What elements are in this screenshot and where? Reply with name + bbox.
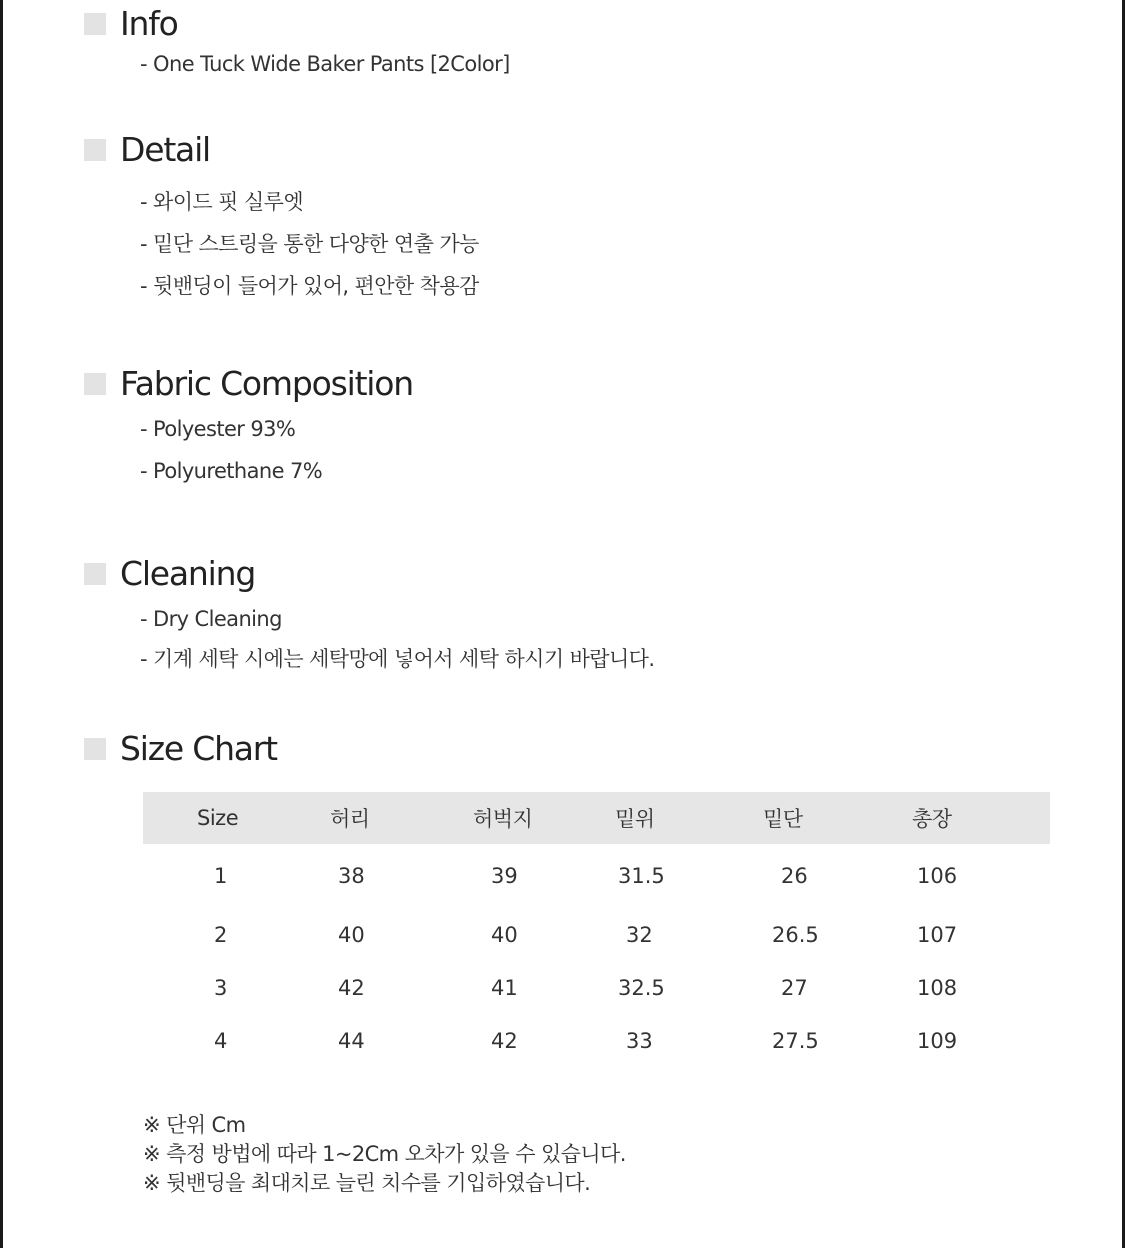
table-cell: 27: [781, 975, 808, 1000]
table-cell: 32.5: [618, 975, 665, 1000]
note-line: ※ 뒷밴딩을 최대치로 늘린 치수를 기입하였습니다.: [143, 1171, 591, 1195]
table-cell: 39: [491, 864, 518, 888]
section-heading-detail: [84, 130, 210, 169]
table-cell: 3: [214, 975, 228, 1000]
note-line: ※ 측정 방법에 따라 1~2Cm 오차가 있을 수 있습니다.: [143, 1142, 626, 1166]
table-cell: 38: [338, 864, 365, 888]
table-cell: 42: [491, 1028, 518, 1053]
bullet-square-icon: [84, 13, 106, 35]
section-heading-cleaning: [84, 554, 255, 593]
column-header: 허벅지: [473, 807, 533, 831]
fabric-line: - Polyester 93%: [140, 417, 296, 441]
table-cell: 32: [626, 922, 653, 947]
table-cell: 42: [338, 975, 365, 1000]
cleaning-line: - Dry Cleaning: [140, 607, 282, 631]
heading-label: Info: [120, 4, 178, 43]
table-cell: 107: [917, 922, 958, 947]
column-header: 밑위: [615, 807, 655, 831]
table-cell: 109: [917, 1028, 958, 1053]
bullet-square-icon: [84, 738, 106, 760]
table-cell: 40: [338, 922, 365, 947]
table-cell: 26.5: [772, 922, 819, 947]
bullet-square-icon: [84, 373, 106, 395]
table-cell: 26: [781, 864, 808, 888]
table-cell: 4: [214, 1028, 228, 1053]
table-row: [143, 844, 1050, 908]
detail-line: - 밑단 스트링을 통한 다양한 연출 가능: [140, 232, 479, 256]
table-cell: 41: [491, 975, 518, 1000]
note-line: ※ 단위 Cm: [143, 1113, 246, 1137]
heading-label: Size Chart: [120, 729, 277, 768]
table-cell: 108: [917, 975, 958, 1000]
info-line: - One Tuck Wide Baker Pants [2Color]: [140, 52, 510, 76]
column-header: 밑단: [763, 807, 803, 831]
size-table: [143, 792, 1050, 1067]
bullet-square-icon: [84, 563, 106, 585]
left-border: [0, 0, 3, 1248]
table-cell: 33: [626, 1028, 653, 1053]
column-header: 총장: [912, 807, 952, 831]
detail-line: - 와이드 핏 실루엣: [140, 190, 304, 214]
table-header-row: [143, 792, 1050, 844]
table-row: [143, 1014, 1050, 1067]
bullet-square-icon: [84, 139, 106, 161]
table-cell: 106: [917, 864, 958, 888]
heading-label: Cleaning: [120, 554, 256, 593]
detail-line: - 뒷밴딩이 들어가 있어, 편안한 착용감: [140, 274, 479, 298]
table-cell: 27.5: [772, 1028, 819, 1053]
table-row: [143, 961, 1050, 1014]
heading-label: Detail: [120, 130, 211, 169]
table-row: [143, 908, 1050, 961]
fabric-line: - Polyurethane 7%: [140, 459, 323, 483]
section-heading-fabric: [84, 364, 413, 403]
table-cell: 1: [214, 864, 228, 888]
cleaning-line: - 기계 세탁 시에는 세탁망에 넣어서 세탁 하시기 바랍니다.: [140, 647, 655, 671]
section-heading-info: [84, 4, 178, 43]
column-header: 허리: [330, 807, 370, 831]
table-cell: 31.5: [618, 864, 665, 888]
table-cell: 44: [338, 1028, 365, 1053]
table-cell: 40: [491, 922, 518, 947]
heading-label: Fabric Composition: [120, 364, 413, 403]
section-heading-size-chart: [84, 729, 277, 768]
table-cell: 2: [214, 922, 228, 947]
column-header: Size: [197, 806, 239, 830]
